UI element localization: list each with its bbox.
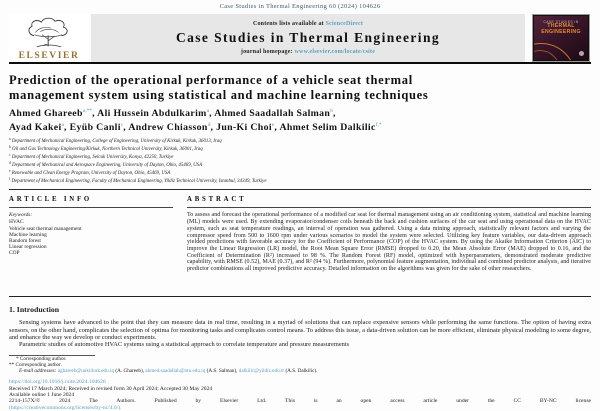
author bbox=[128, 122, 216, 133]
introduction-heading: 1. Introduction bbox=[9, 305, 60, 315]
cover-series-label: CASE STUDIES IN bbox=[543, 20, 579, 24]
article-title: Prediction of the operational performance of a vehicle seat thermal management system using statistical and machine learning techniques bbox=[9, 73, 429, 102]
affiliation-item bbox=[9, 145, 591, 153]
affiliation-item bbox=[9, 153, 591, 161]
keyword-item: HVAC bbox=[9, 219, 24, 226]
author bbox=[279, 122, 381, 133]
info-abstract-columns bbox=[9, 196, 591, 292]
keywords-label: Keywords: bbox=[9, 212, 33, 219]
email-entry bbox=[239, 368, 318, 374]
author bbox=[97, 108, 214, 119]
author-separator: , bbox=[209, 108, 215, 119]
author-affiliation-superscript: a,** bbox=[82, 108, 93, 114]
divider-above-columns bbox=[9, 189, 591, 190]
email-link[interactable]: ahmed.saadallah@ntu.edu.iq bbox=[145, 368, 206, 375]
journal-banner bbox=[91, 14, 525, 62]
received-dates: Received 17 March 2024; Received in revised form 30 April 2024; Accepted 30 May 2024 bbox=[9, 385, 213, 392]
affiliations-list bbox=[9, 137, 591, 184]
introduction-section bbox=[9, 305, 591, 348]
email-entry bbox=[145, 368, 238, 374]
cover-title-line1: THERMAL bbox=[547, 23, 575, 29]
email-addresses-line bbox=[9, 368, 591, 374]
author-separator: , bbox=[332, 108, 336, 119]
author-separator: , bbox=[64, 121, 70, 133]
affiliation-superscript: c bbox=[9, 152, 11, 157]
affiliation-text: Renewable and Clean Energy Program, University of Dayton, Ohio, 45469, USA bbox=[11, 170, 171, 176]
divider-below-abstract bbox=[9, 296, 591, 297]
email-owner: (A.S. Dalkilic). bbox=[284, 368, 318, 375]
homepage-text: journal homepage: bbox=[240, 49, 295, 55]
journal-title: Case Studies in Thermal Engineering bbox=[175, 30, 441, 45]
author-name: Ali Hussein Abdulkarim bbox=[97, 108, 207, 119]
author-name: Ahmed Ghareeb bbox=[9, 108, 83, 119]
license-line bbox=[9, 405, 591, 411]
author-affiliation-superscript: e bbox=[271, 121, 275, 128]
cover-publisher-mark bbox=[579, 51, 584, 56]
author-affiliation-superscript: c bbox=[120, 121, 124, 128]
keyword-item: Vehicle seat thermal management bbox=[9, 225, 82, 232]
author-separator: , bbox=[92, 108, 98, 119]
journal-header bbox=[9, 14, 591, 64]
keywords-list bbox=[9, 219, 173, 256]
affiliation-superscript: a bbox=[9, 137, 11, 141]
author bbox=[9, 122, 70, 133]
footnotes bbox=[9, 356, 591, 374]
journal-reference: Case Studies in Thermal Engineering 60 (2024) 104626 bbox=[219, 3, 381, 10]
author-affiliation-superscript: a bbox=[206, 108, 210, 114]
author-name: Jun-Ki Choi bbox=[216, 121, 272, 133]
affiliation-item bbox=[9, 137, 591, 145]
journal-cover-thumbnail[interactable] bbox=[533, 15, 589, 61]
author-affiliation-superscript: f,* bbox=[375, 121, 382, 128]
elsevier-logo bbox=[9, 14, 89, 62]
contents-line bbox=[253, 21, 363, 27]
keyword-item: Machine learning bbox=[9, 231, 47, 238]
keyword-item: COP bbox=[9, 250, 20, 257]
contents-text: Contents lists available at bbox=[252, 21, 326, 27]
email-owner: (A. Ghareeb), bbox=[114, 368, 146, 375]
email-addresses-label: E-mail addresses: bbox=[19, 368, 58, 375]
author-separator: , bbox=[274, 121, 280, 133]
affiliation-item bbox=[9, 177, 591, 185]
affiliation-item bbox=[9, 169, 591, 177]
author bbox=[9, 108, 97, 119]
affiliation-text: Department of Mechanical Engineering, Faculty of Mechanical Engineering, Yildiz Technical University, Istanbul, 34349, Turkiye bbox=[11, 178, 267, 184]
author-name: Ahmed Saadallah Salman bbox=[214, 108, 331, 119]
author-affiliation-superscript: b bbox=[330, 108, 333, 114]
sciencedirect-link[interactable]: ScienceDirect bbox=[325, 21, 364, 27]
author-name: Ayad Kakei bbox=[9, 121, 62, 133]
keyword-item: Linear regression bbox=[9, 244, 47, 251]
email-list bbox=[58, 368, 318, 374]
author-separator: , bbox=[123, 121, 129, 133]
affiliation-item bbox=[9, 161, 591, 169]
affiliation-superscript: b bbox=[9, 144, 11, 149]
author-name: Ahmet Selim Dalkilic bbox=[279, 121, 376, 133]
abstract-section bbox=[187, 196, 591, 292]
affiliation-text: Department of Mechanical Engineering, College of Engineering, University of Kirkuk, Kirkuk, 36013, Iraq bbox=[11, 139, 222, 144]
available-online-date: Available online 1 June 2024 bbox=[9, 392, 75, 399]
elsevier-tree-icon bbox=[21, 17, 77, 51]
email-owner: (A.S. Salman), bbox=[205, 368, 239, 375]
affiliation-superscript: e bbox=[9, 168, 11, 173]
corresponding-author-note-2: ** Corresponding author. bbox=[9, 362, 62, 369]
introduction-paragraph-1: Sensing systems have advanced to the point that they can measure data in real time, resulting in a myriad of solutions that can replace expensive sensors while performing the same functions. The option of having extra sensors, on the other hand, complicates the selection of optima for monitoring tasks and complicates control means. To address this issue, a data-driven solution can be more efficient, eliminate physical modeling to some degree, and enhance the way we develop or conduct experiments. bbox=[9, 319, 591, 341]
affiliation-superscript: d bbox=[9, 160, 11, 165]
doi-link[interactable]: https://doi.org/10.1016/j.csite.2024.104626 bbox=[9, 379, 106, 386]
issn-copyright-line: 2214-157X/© 2024 The Authors. Published by Elsevier Ltd. This is an open access article under the CC BY-NC license bbox=[9, 398, 591, 405]
author-line-2 bbox=[9, 120, 591, 134]
affiliation-text: Department of Mechanical and Aerospace Engineering, University of Dayton, Ohio, 45469, USA bbox=[12, 162, 203, 168]
article-info-heading: ARTICLE INFO bbox=[9, 196, 173, 208]
affiliation-text: Oil and Gas Technology Engineering/Kirkuk, Northern Technical University, Kirkuk, 36001, Iraq bbox=[12, 146, 203, 152]
author-line-1 bbox=[9, 106, 591, 120]
author bbox=[216, 122, 279, 133]
author bbox=[70, 122, 129, 133]
abstract-heading: ABSTRACT bbox=[187, 196, 591, 208]
cover-title-line2: ENGINEERING bbox=[541, 28, 581, 35]
author bbox=[214, 108, 336, 119]
homepage-line bbox=[241, 49, 375, 55]
affiliation-superscript: f bbox=[9, 176, 11, 181]
introduction-paragraph-2: Parametric studies of automotive HVAC systems using a statistical approach to correlate temperature and pressure measurements bbox=[19, 341, 350, 349]
author-affiliation-superscript: a bbox=[61, 121, 65, 128]
author-name: Eyüb Canli bbox=[69, 121, 121, 133]
elsevier-wordmark: ELSEVIER bbox=[18, 51, 80, 61]
abstract-text: To assess and forecast the operational performance of a modified car seat for thermal management using an air conditioning system, statistical and machine learning (ML) models were used. By extending evaporator/condenser coils beneath the back and cushion surfaces of the car seat and using operational data on the HVAC system, such as seat temperature readings, an interval of operation was gathered. Using a data mining approach, statistically relevant factors and varying the compressor speed from 500 to 1600 rpm under various scenarios to model the system were selected. Utilizing key feature variables, our data-driven approach yielded predictions with favorable accuracy for the Coefficient of Performance (COP) of the HVAC system. By using the Akaike Information Criterion (AIC) to improve the Linear Regression (LR) model, the Root Mean Square Error (RMSE) dropped to 0.20, the Mean Absolute Error (MAE) dropped to 0.16, and the Coefficient of Determination (R²) increased to 98 %. The Random Forest (RF) model, optimized with hyperparameters, demonstrated moderate predictive capability, with RMSE (0.52), MAE (0.37), and R² (94 %). Furthermore, polynomial feature augmentation, individual and combined predictor analysis, and iterative predictor combinations all improved predictive accuracy. Detailed information on the algorithms was given for the sake of other researchers. bbox=[187, 212, 591, 273]
license-link[interactable]: (https://creativecommons.org/licenses/by-nc/4.0/). bbox=[9, 404, 122, 411]
keyword-item: Random forest bbox=[9, 238, 41, 245]
journal-cover-cell bbox=[531, 14, 591, 62]
email-link[interactable]: aghareeb@uokirkuk.edu.iq bbox=[57, 368, 115, 375]
article-info-section bbox=[9, 196, 187, 292]
affiliation-text: Department of Mechanical Engineering, Selcuk University, Konya, 42250, Turkiye bbox=[11, 154, 174, 160]
email-link[interactable]: dalkilic@yildiz.edu.tr bbox=[238, 368, 285, 375]
author-name: Andrew Chiasson bbox=[128, 121, 208, 133]
journal-homepage-link[interactable]: www.elsevier.com/locate/csite bbox=[294, 49, 376, 55]
email-entry bbox=[58, 368, 146, 374]
author-separator: , bbox=[210, 121, 217, 133]
author-affiliation-superscript: d bbox=[207, 121, 211, 128]
corresponding-author-note-1: * Corresponding author. bbox=[16, 356, 67, 363]
